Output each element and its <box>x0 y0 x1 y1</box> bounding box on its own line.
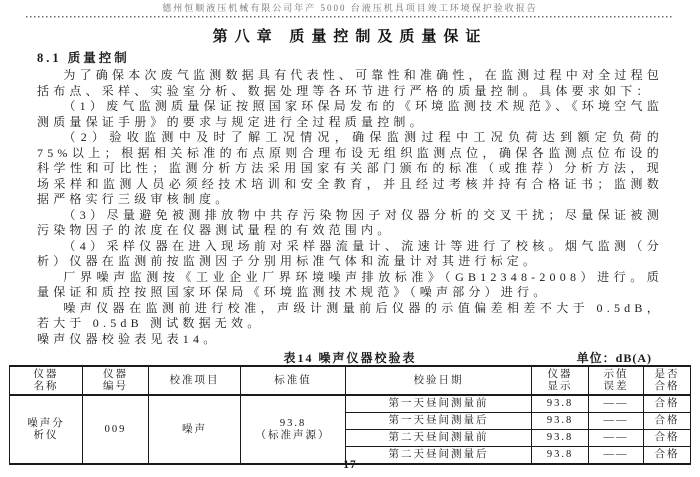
document-header-title: 德州恒顺液压机械有限公司年产 5000 台液压机具项目竣工环境保护验收报告 <box>162 3 538 13</box>
result-cell: 合格 <box>644 395 691 413</box>
table-caption-row <box>0 349 700 364</box>
header-divider <box>26 15 674 18</box>
standard-value: 93.8 <box>279 417 307 429</box>
header-display-error: 示值 误差 <box>589 366 644 395</box>
display-cell: 93.8 <box>532 447 589 465</box>
paragraph-intro: 为了确保本次废气监测数据具有代表性、可靠性和准确性，在监测过程中对全过程包括布点、采样、实验室分析、数据处理等各环节进行严格的质量控制。具体要求如下： <box>37 68 663 98</box>
instrument-number-cell: 009 <box>83 395 149 464</box>
header-instrument-number: 仪器 编号 <box>83 366 149 395</box>
table-row <box>10 395 691 413</box>
header-instrument-display: 仪器 显示 <box>532 366 589 395</box>
result-cell: 合格 <box>644 430 691 447</box>
body-text <box>37 68 663 347</box>
chapter-title: 第八章 质量控制及质量保证 <box>212 29 488 45</box>
paragraph-noise-standard: 厂界噪声监测按《工业企业厂界环境噪声排放标准》（GB12348-2008）进行。质量保证和质控按照国家环保局《环境监测技术规范》（噪声部分）进行。 <box>37 269 663 299</box>
error-cell: —— <box>589 413 644 430</box>
header-instrument-name: 仪器 名称 <box>10 366 83 395</box>
result-cell: 合格 <box>644 447 691 465</box>
page-number: 17 <box>343 459 357 471</box>
section-title: 8.1 质量控制 <box>37 51 130 65</box>
date-cell: 第一天昼间测量后 <box>346 413 532 430</box>
noise-calibration-table <box>9 365 691 465</box>
display-cell: 93.8 <box>532 413 589 430</box>
standard-note: （标准声源） <box>255 429 331 441</box>
date-cell: 第二天昼间测量前 <box>346 430 532 447</box>
paragraph-table-reference: 噪声仪器校验表见表14。 <box>37 331 220 346</box>
standard-value-cell <box>241 395 346 464</box>
table-header-row <box>10 366 691 395</box>
header-qualified: 是否 合格 <box>644 366 691 395</box>
error-cell: —— <box>589 430 644 447</box>
error-cell: —— <box>589 447 644 465</box>
calibration-item-cell: 噪声 <box>149 395 241 464</box>
result-cell: 合格 <box>644 413 691 430</box>
header-standard-value: 标准值 <box>241 366 346 395</box>
display-cell: 93.8 <box>532 430 589 447</box>
paragraph-item-3: （3）尽量避免被测排放物中共存污染物因子对仪器分析的交叉干扰；尽量保证被测污染物因子的浓度在仪器测试量程的有效范围内。 <box>37 207 663 237</box>
date-cell: 第二天昼间测量后 <box>346 447 532 465</box>
paragraph-item-1: （1）废气监测质量保证按照国家环保局发布的《环境监测技术规范》、《环境空气监测质量保证手册》的要求与规定进行全过程质量控制。 <box>37 99 663 129</box>
header-calibration-date: 校验日期 <box>346 366 532 395</box>
paragraph-noise-calibration: 噪声仪器在监测前进行校准，声级计测量前后仪器的示值偏差相差不大于 0.5dB，若大于 0.5dB 测试数据无效。 <box>37 300 663 330</box>
header-calibration-item: 校准项目 <box>149 366 241 395</box>
table-caption: 表14 噪声仪器校验表 <box>283 351 417 365</box>
paragraph-item-4: （4）采样仪器在进入现场前对采样器流量计、流速计等进行了校核。烟气监测（分析）仪器在监测前按监测因子分别用标准气体和流量计对其进行标定。 <box>37 238 663 268</box>
paragraph-item-2: （2）验收监测中及时了解工况情况，确保监测过程中工况负荷达到额定负荷的 75%以上；根据相关标准的布点原则合理布设无组织监测点位，确保各监测点位布设的科学性和可比性；监测分析方法采用国家有关部门颁布的标准（或推荐）分析方法，现场采样和监测人员必须经技术培训和安全教育，并且经过考核并持有合格证书；监测数据严格实行三级审核制度。 <box>37 130 663 206</box>
display-cell: 93.8 <box>532 395 589 413</box>
table-unit-label: 单位：dB(A) <box>576 351 652 365</box>
error-cell: —— <box>589 395 644 413</box>
instrument-name-cell: 噪声分 析仪 <box>10 395 83 464</box>
date-cell: 第一天昼间测量前 <box>346 395 532 413</box>
